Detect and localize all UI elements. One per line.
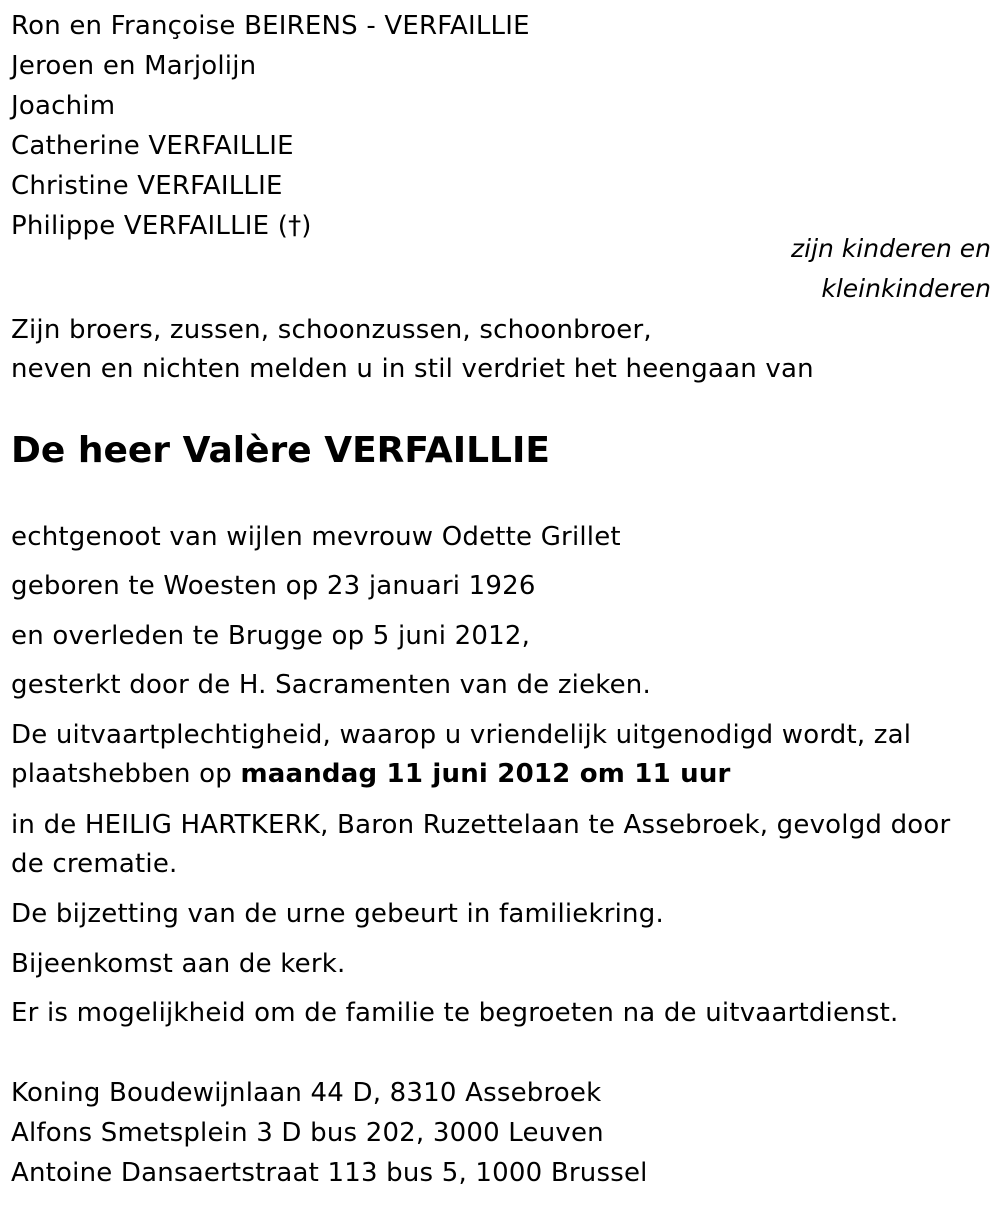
address-3: Antoine Dansaertstraat 113 bus 5, 1000 Brussel	[11, 1158, 648, 1188]
relatives-line-1: Zijn broers, zussen, schoonzussen, schoonbroer,	[11, 315, 652, 345]
relation-line-1: zijn kinderen en	[791, 234, 991, 263]
birth-line: geboren te Woesten op 23 januari 1926	[11, 571, 536, 601]
family-line-6: Philippe VERFAILLIE (†)	[11, 211, 312, 241]
funeral-line-2	[11, 754, 731, 794]
family-line-4: Catherine VERFAILLIE	[11, 131, 294, 161]
condolences-line: Er is mogelijkheid om de familie te begroeten na de uitvaartdienst.	[11, 998, 899, 1028]
urn-line: De bijzetting van de urne gebeurt in familiekring.	[11, 899, 664, 929]
church-line-1: in de HEILIG HARTKERK, Baron Ruzettelaan te Assebroek, gevolgd door	[11, 810, 951, 840]
address-2: Alfons Smetsplein 3 D bus 202, 3000 Leuven	[11, 1118, 604, 1148]
church-line-2: de crematie.	[11, 849, 178, 879]
funeral-line-1: De uitvaartplechtigheid, waarop u vriendelijk uitgenodigd wordt, zal	[11, 720, 912, 750]
spouse-line: echtgenoot van wijlen mevrouw Odette Grillet	[11, 522, 621, 552]
family-line-1: Ron en Françoise BEIRENS - VERFAILLIE	[11, 11, 530, 41]
death-line: en overleden te Brugge op 5 juni 2012,	[11, 621, 531, 651]
family-line-2: Jeroen en Marjolijn	[11, 51, 257, 81]
funeral-prefix: plaatshebben op	[11, 759, 232, 789]
sacraments-line: gesterkt door de H. Sacramenten van de zieken.	[11, 670, 651, 700]
gathering-line: Bijeenkomst aan de kerk.	[11, 949, 346, 979]
funeral-datetime: maandag 11 juni 2012 om 11 uur	[240, 759, 731, 789]
family-line-5: Christine VERFAILLIE	[11, 171, 283, 201]
relation-line-2: kleinkinderen	[821, 274, 991, 303]
relatives-line-2: neven en nichten melden u in stil verdriet het heengaan van	[11, 354, 814, 384]
deceased-name: De heer Valère VERFAILLIE	[11, 430, 550, 471]
address-1: Koning Boudewijnlaan 44 D, 8310 Assebroek	[11, 1078, 602, 1108]
family-line-3: Joachim	[11, 91, 116, 121]
